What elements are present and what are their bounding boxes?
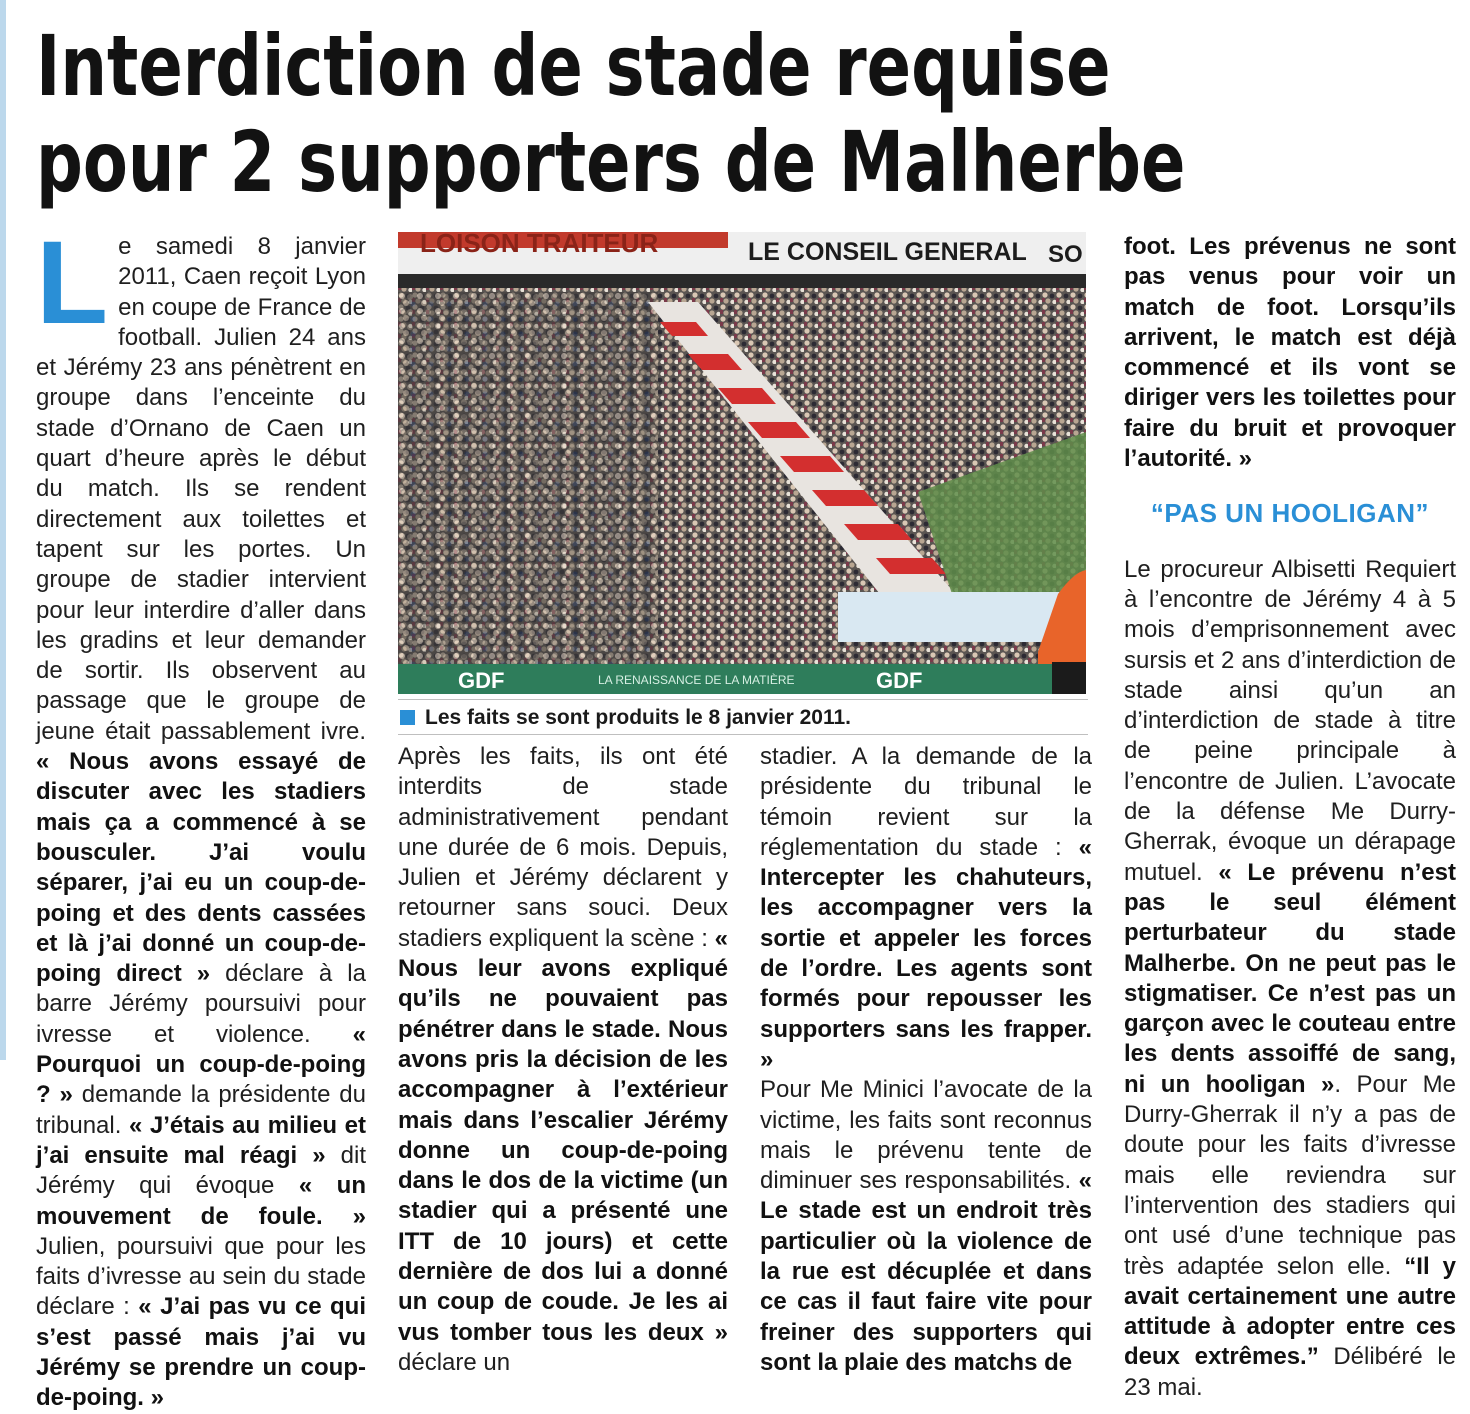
caption-rule (398, 734, 1088, 735)
text-run: dit Jérémy qui évoque (36, 1141, 366, 1200)
photo-bottom-text: GDF (876, 668, 923, 693)
text-run: Julien, poursuivi que pour les faits d’ivresse au sein du stade déclare : (36, 1232, 366, 1321)
quote-run: « un mouvement de foule. » (36, 1172, 366, 1230)
text-run: Délibéré le 23 mai. (1124, 1343, 1456, 1401)
column-4-paragraph (1124, 555, 1456, 1403)
text-run: Après les faits, ils ont été interdits de stade administrativement pendant une durée de 6 mois. Depuis, Julien et Jérémy déclarent y retourner sans souci. Deux stadiers expliquent la scène : (398, 743, 728, 952)
article-column-3 (760, 742, 1092, 1378)
photo-banner-text: SO (1048, 241, 1083, 268)
text-run: Pour Me Minici l’avocate de la victime, les faits sont reconnus mais le prévenu tente de diminuer ses responsabilités. (760, 1076, 1092, 1195)
quote-run: foot. Les prévenus ne sont pas venus pour voir un match de foot. Lorsqu’ils arrivent, le match est déjà commencé et ils vont se diriger vers les toilettes pour faire du bruit et provoquer l’autorité. » (1124, 233, 1456, 473)
text-run: demande la présidente du tribunal. (36, 1081, 366, 1139)
quote-run: « Nous avons essayé de discuter avec les stadiers mais ça a commencé à se bousculer. J’ai voulu séparer, j’ai eu un coup-de-poing et des dents cassées et là j’ai donné un coup-de-poing direct » (36, 748, 366, 988)
column-2-paragraph (398, 742, 728, 1378)
quote-run: « Nous leur avons expliqué qu’ils ne pouvaient pas pénétrer dans le stade. Nous avons pris la décision de les accompagner à l’extérieur mais dans l’escalier Jérémy donne un coup-de-poing dans le dos de la victime (un stadier qui a présenté une ITT de 10 jours) et cette dernière de dos lui a donné un coup de coude. Je les ai vus tomber tous les deux » (398, 924, 728, 1346)
column-1-paragraph (36, 217, 367, 1414)
quote-run: « J’étais au milieu et j’ai ensuite mal réagi » (36, 1111, 366, 1169)
headline-line-1: Interdiction de stade requise (36, 17, 1111, 115)
text-run: déclare à la barre Jérémy poursuivi pour ivresse et violence. (36, 960, 366, 1048)
column-4-paragraph (1124, 232, 1456, 474)
photo-bottom-text: LA RENAISSANCE DE LA MATIÈRE (598, 673, 795, 687)
photo-caption (398, 704, 1088, 732)
text-run: stadier. A la demande de la présidente du tribunal le témoin revient sur la réglementation du stade : (760, 743, 1092, 861)
caption-square-icon (400, 710, 415, 725)
text-run: . Pour Me Durry-Gherrak il n’y a pas de doute pour les faits d’ivresse mais elle reviendra sur l’intervention des stadiers qui ont usé d’une technique pas très adaptée selon elle. (1124, 1070, 1457, 1280)
text-run: déclare un (398, 1348, 511, 1376)
drop-cap: L (36, 217, 109, 349)
photo-banner-text: LE CONSEIL GENERAL (748, 238, 1027, 266)
quote-run: « Le prévenu n’est pas le seul élément perturbateur du stade Malherbe. On ne peut pas le stigmatiser. Ce n’est pas un garçon avec le couteau entre les dents assoiffé de sang, ni un hooligan » (1124, 858, 1456, 1098)
headline-line-2: pour 2 supporters de Malherbe (36, 113, 1186, 211)
article-column-1 (36, 217, 367, 1414)
text-run: e samedi 8 janvier 2011, Caen reçoit Lyon en coupe de France de football. Julien 24 ans et Jérémy 23 ans pénètrent en groupe dans l’enceinte du stade d’Ornano de Caen un quart d’heure après le début du match. Ils se rendent directement aux toilettes et tapent sur les portes. Un groupe de stadier intervient pour leur interdire d’aller dans les gradins et leur demander de sortir. Ils observent au passage que le groupe de jeune était passablement ivre. (36, 233, 366, 745)
text-run: Le procureur Albisetti Requiert à l’encontre de Jérémy 4 à 5 mois d’emprisonnement avec sursis et 2 ans d’interdiction de stade ainsi qu’un an d’interdiction de stade à titre de peine principale à l’encontre de Julien. L’avocate de la défense Me Durry-Gherrak, évoque un dérapage mutuel. (1124, 555, 1456, 886)
article-column-2 (398, 742, 728, 1378)
page-edge-bar (0, 0, 6, 1060)
photo-bottom-text: GDF (458, 668, 505, 693)
quote-run: « Intercepter les chahuteurs, les accompagner vers la sortie et appeler les forces de l’ordre. Les agents sont formés pour repousser les supporters sans les frapper. » (760, 833, 1092, 1073)
stadium-photo-illustration (398, 232, 1086, 694)
article-column-4 (1124, 232, 1456, 1403)
caption-rule (398, 699, 1088, 700)
column-3-paragraph (760, 1075, 1092, 1378)
article-headline (36, 17, 1186, 211)
quote-run: “Il y avait certainement une autre attitude à adopter entre ces deux extrêmes.” (1124, 1252, 1456, 1371)
photo-banner-text: LOISON TRAITEUR (420, 232, 659, 258)
quote-run: « J’ai pas vu ce qui s’est passé mais j’ai vu Jérémy se prendre un coup-de-poing. » (36, 1293, 367, 1412)
subheading: “PAS UN HOOLIGAN” (1150, 498, 1430, 529)
quote-run: « Le stade est un endroit très particulier où la violence de la rue est décuplée et dans ce cas il faut faire vite pour freiner des supporters qui sont la plaie des matchs de (760, 1167, 1092, 1376)
quote-run: « Pourquoi un coup-de-poing ? » (36, 1020, 366, 1109)
caption-text: Les faits se sont produits le 8 janvier 2011. (425, 706, 852, 729)
stadium-photo (398, 232, 1086, 694)
column-3-paragraph (760, 742, 1092, 1075)
